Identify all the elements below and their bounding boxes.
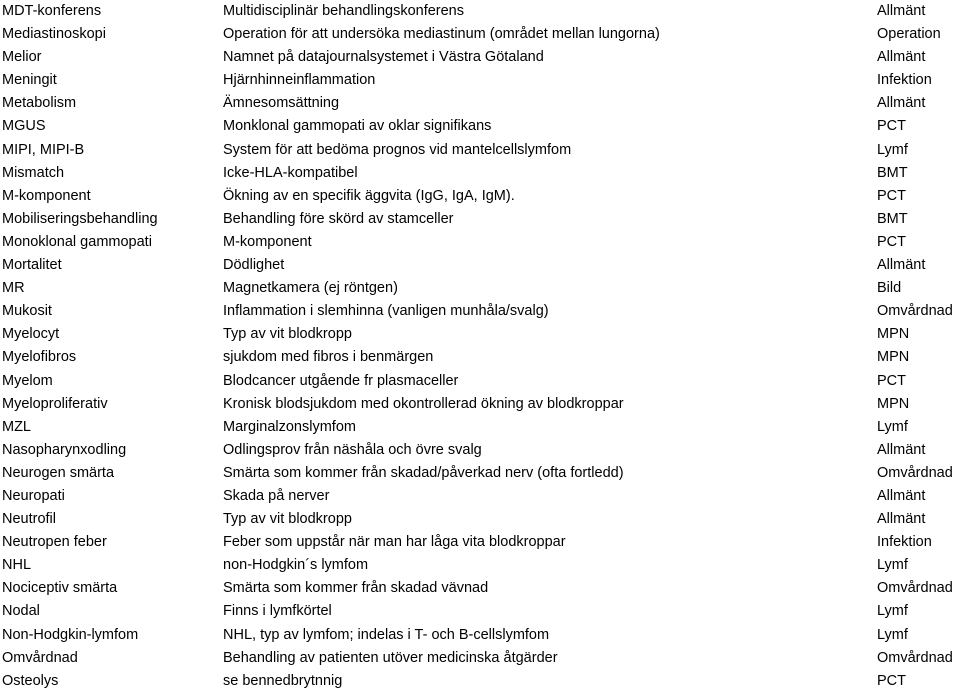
category-cell: Bild <box>877 280 902 297</box>
definition-cell: Inflammation i slemhinna (vanligen munhåla/svalg) <box>223 303 549 320</box>
category-cell: Allmänt <box>877 487 926 504</box>
definition-cell: Monklonal gammopati av oklar signifikans <box>223 118 492 135</box>
table-row <box>0 323 959 346</box>
category-cell: Infektion <box>877 72 932 89</box>
definition-cell: Smärta som kommer från skadad/påverkad nerv (ofta fortledd) <box>223 464 624 481</box>
term-cell: MR <box>2 280 25 297</box>
term-cell: Meningit <box>2 72 57 89</box>
term-cell: Myelofibros <box>2 349 77 366</box>
category-cell: Operation <box>877 26 941 43</box>
term-cell: Non-Hodgkin-lymfom <box>2 626 139 643</box>
table-row <box>0 439 959 462</box>
definition-cell: Ämnesomsättning <box>223 95 340 112</box>
category-cell: Allmänt <box>877 257 926 274</box>
table-row <box>0 115 959 138</box>
category-cell: Omvårdnad <box>877 303 953 320</box>
term-cell: NHL <box>2 557 32 574</box>
table-row <box>0 462 959 485</box>
table-row <box>0 23 959 46</box>
table-row <box>0 92 959 115</box>
definition-cell: Namnet på datajournalsystemet i Västra Götaland <box>223 49 544 66</box>
table-row <box>0 231 959 254</box>
category-cell: Lymf <box>877 626 908 643</box>
table-row <box>0 300 959 323</box>
definition-cell: Skada på nerver <box>223 487 330 504</box>
category-cell: Lymf <box>877 557 908 574</box>
term-cell: Mismatch <box>2 164 65 181</box>
definition-cell: M-komponent <box>223 233 312 250</box>
definition-cell: Feber som uppstår när man har låga vita blodkroppar <box>223 534 566 551</box>
definition-cell: Blodcancer utgående fr plasmaceller <box>223 372 459 389</box>
term-cell: Mediastinoskopi <box>2 26 106 43</box>
table-row <box>0 46 959 69</box>
term-cell: MDT-konferens <box>2 3 102 19</box>
term-cell: Mukosit <box>2 303 52 320</box>
table-row <box>0 208 959 231</box>
category-cell: BMT <box>877 164 908 181</box>
definition-cell: non-Hodgkin´s lymfom <box>223 557 369 574</box>
term-cell: MIPI, MIPI-B <box>2 141 85 158</box>
table-row <box>0 0 959 23</box>
term-cell: Mobiliseringsbehandling <box>2 210 158 227</box>
category-cell: Allmänt <box>877 49 926 66</box>
table-row <box>0 393 959 416</box>
term-cell: Osteolys <box>2 672 59 689</box>
term-cell: Myelom <box>2 372 53 389</box>
term-cell: Neurogen smärta <box>2 464 115 481</box>
definition-cell: Smärta som kommer från skadad vävnad <box>223 580 489 597</box>
table-row <box>0 531 959 554</box>
definition-cell: Operation för att undersöka mediastinum (området mellan lungorna) <box>223 26 660 43</box>
definition-cell: sjukdom med fibros i benmärgen <box>223 349 434 366</box>
table-row <box>0 485 959 508</box>
table-row <box>0 370 959 393</box>
category-cell: Allmänt <box>877 511 926 528</box>
category-cell: Omvårdnad <box>877 649 953 666</box>
term-cell: MGUS <box>2 118 46 135</box>
term-cell: Monoklonal gammopati <box>2 233 152 250</box>
category-cell: Omvårdnad <box>877 464 953 481</box>
definition-cell: NHL, typ av lymfom; indelas i T- och B-cellslymfom <box>223 626 550 643</box>
definition-cell: Behandling av patienten utöver medicinska åtgärder <box>223 649 558 666</box>
category-cell: PCT <box>877 118 906 135</box>
category-cell: Omvårdnad <box>877 580 953 597</box>
category-cell: Allmänt <box>877 3 926 19</box>
definition-cell: Typ av vit blodkropp <box>223 511 352 528</box>
category-cell: Infektion <box>877 534 932 551</box>
term-cell: Omvårdnad <box>2 649 78 666</box>
table-row <box>0 162 959 185</box>
definition-cell: Marginalzonslymfom <box>223 418 356 435</box>
definition-cell: Dödlighet <box>223 257 285 274</box>
table-row <box>0 624 959 647</box>
table-row <box>0 600 959 623</box>
category-cell: PCT <box>877 672 906 689</box>
table-row <box>0 185 959 208</box>
definition-cell: Multidisciplinär behandlingskonferens <box>223 3 464 19</box>
term-cell: MZL <box>2 418 31 435</box>
table-row <box>0 346 959 369</box>
term-cell: Nodal <box>2 603 40 620</box>
definition-cell: Kronisk blodsjukdom med okontrollerad ökning av blodkroppar <box>223 395 624 412</box>
table-row <box>0 647 959 670</box>
table-row <box>0 139 959 162</box>
table-row <box>0 577 959 600</box>
category-cell: PCT <box>877 372 906 389</box>
category-cell: MPN <box>877 395 910 412</box>
term-cell: Neutropen feber <box>2 534 107 551</box>
definition-cell: System för att bedöma prognos vid mantelcellslymfom <box>223 141 572 158</box>
term-cell: Metabolism <box>2 95 77 112</box>
definition-cell: Magnetkamera (ej röntgen) <box>223 280 398 297</box>
definition-cell: Behandling före skörd av stamceller <box>223 210 454 227</box>
definition-cell: Ökning av en specifik äggvita (IgG, IgA, IgM). <box>223 187 515 204</box>
category-cell: MPN <box>877 326 910 343</box>
definition-cell: Finns i lymfkörtel <box>223 603 332 620</box>
definition-cell: Odlingsprov från näshåla och övre svalg <box>223 441 482 458</box>
term-cell: Neutrofil <box>2 511 56 528</box>
term-cell: Nociceptiv smärta <box>2 580 118 597</box>
table-row <box>0 670 959 693</box>
table-row <box>0 69 959 92</box>
category-cell: Allmänt <box>877 441 926 458</box>
term-cell: Myeloproliferativ <box>2 395 108 412</box>
term-cell: Nasopharynxodling <box>2 441 127 458</box>
category-cell: PCT <box>877 187 906 204</box>
definition-cell: se bennedbrytnnig <box>223 672 343 689</box>
definition-cell: Hjärnhinneinflammation <box>223 72 376 89</box>
table-row <box>0 554 959 577</box>
category-cell: Lymf <box>877 141 908 158</box>
category-cell: MPN <box>877 349 910 366</box>
term-cell: Melior <box>2 49 42 66</box>
term-cell: M-komponent <box>2 187 91 204</box>
category-cell: Lymf <box>877 418 908 435</box>
category-cell: Allmänt <box>877 95 926 112</box>
category-cell: Lymf <box>877 603 908 620</box>
term-cell: Neuropati <box>2 487 65 504</box>
term-cell: Myelocyt <box>2 326 60 343</box>
definition-cell: Icke-HLA-kompatibel <box>223 164 358 181</box>
definition-cell: Typ av vit blodkropp <box>223 326 352 343</box>
term-cell: Mortalitet <box>2 257 62 274</box>
category-cell: BMT <box>877 210 908 227</box>
table-row <box>0 277 959 300</box>
category-cell: PCT <box>877 233 906 250</box>
table-row <box>0 508 959 531</box>
table-row <box>0 254 959 277</box>
table-row <box>0 416 959 439</box>
